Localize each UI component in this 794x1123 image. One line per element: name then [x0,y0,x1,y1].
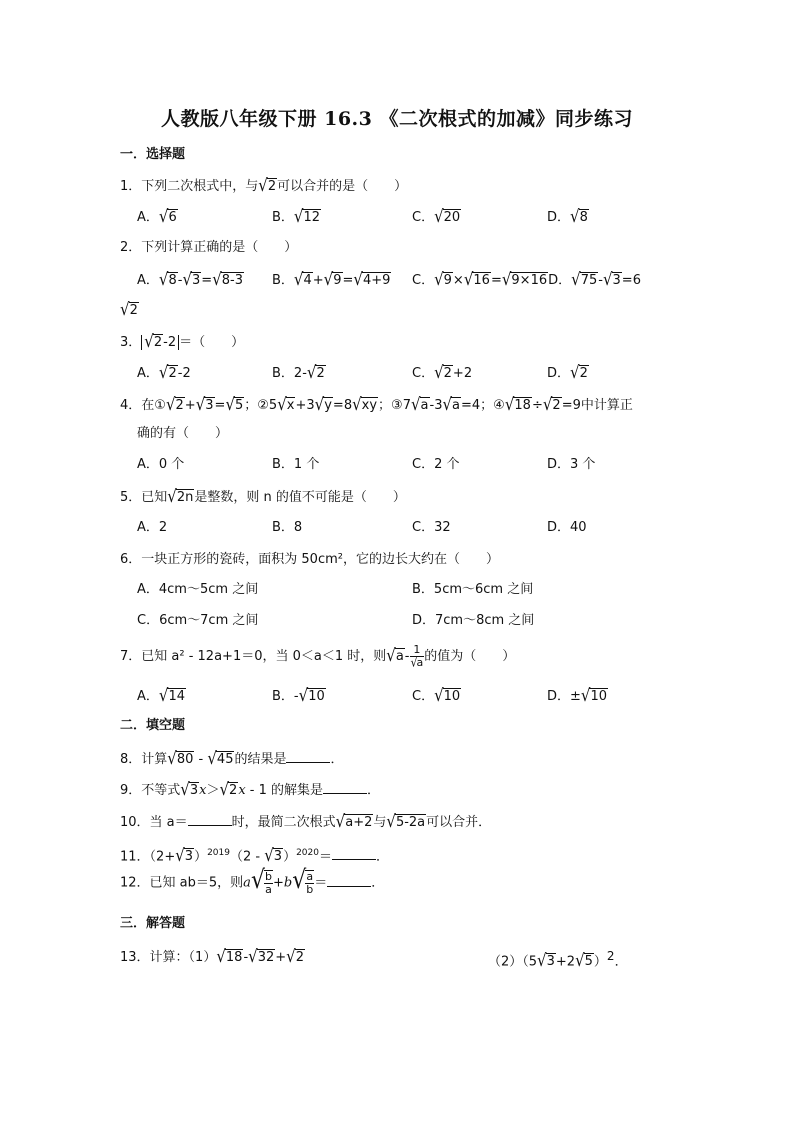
q2-option-c[interactable]: C．√9×√16=√9×16D．√75-√3=6 [412,268,641,290]
section-solve: 三．解答题 [120,916,186,931]
q9-answer-blank[interactable] [323,781,367,794]
q6-option-a[interactable]: A．4cm～5cm 之间 [137,582,259,597]
question-4-line2: 确的有（ ） [137,426,229,441]
question-12: 12．已知 ab＝5，则a√ $\frac{b}{a}$ +b√ $\frac{a}{b}$ ＝ ． [120,865,385,896]
question-2: 2．下列计算正确的是（ ） [120,240,298,255]
q3-option-d[interactable]: D．√2 [547,361,588,383]
question-11: 11．$(2+√3)^{2019}(2 - √3)^{2020}=$ ． [120,844,390,866]
question-5: 5．已知√2n是整数，则 n 的值不可能是（ ） [120,485,406,507]
question-4: 4．在①√2+√3=√5；②5√x+3√y=8√xy；③7√a-3√a=4；④√18÷√2=9中计算正 [120,393,633,415]
q8-answer-blank[interactable] [286,750,330,763]
question-3: 3． √2-2 ＝（ ） [120,330,245,352]
q5-option-b[interactable]: B．8 [272,520,303,535]
question-6: 6．一块正方形的瓷砖，面积为 50cm²，它的边长大约在（ ） [120,552,499,567]
q5-option-c[interactable]: C．32 [412,520,451,535]
q11-answer-blank[interactable] [332,847,376,860]
q5-option-d[interactable]: D．40 [547,520,587,535]
q6-option-d[interactable]: D．7cm～8cm 之间 [412,613,535,628]
question-13-part-2: $(2)(5√3+2√5)^2$． [488,949,628,971]
q1-option-a[interactable]: A．√6 [137,205,177,227]
section-choice: 一．选择题 [120,147,186,162]
q2-option-a[interactable]: A．√8-√3=√8-3 [137,268,243,290]
q6-option-b[interactable]: B．5cm～6cm 之间 [412,582,534,597]
q4-option-b[interactable]: B．1 个 [272,457,320,472]
q6-option-c[interactable]: C．6cm～7cm 之间 [137,613,259,628]
q3-option-a[interactable]: A．√2-2 [137,361,191,383]
question-10: 10．当 a＝ 时，最简二次根式√a+2与√5-2a可以合并． [120,810,492,832]
question-9: 9．不等式√3x＞√2x - 1 的解集是 ． [120,778,381,800]
q10-answer-blank[interactable] [188,813,232,826]
q1-option-b[interactable]: B．√12 [272,205,321,227]
page-title: 人教版八年级下册 16.3 《二次根式的加减》同步练习 [160,108,633,130]
q7-option-c[interactable]: C．√10 [412,684,461,706]
q7-option-d[interactable]: D．±√10 [547,684,608,706]
q7-option-a[interactable]: A．√14 [137,684,186,706]
q7-option-b[interactable]: B．-√10 [272,684,325,706]
question-7: 7．已知 a² - 12a+1＝0，当 0＜a＜1 时，则√a- $\frac{1}{√a}$ 的值为（ ） [120,643,516,670]
q2-option-d-continued: √2 [120,298,138,320]
q1-option-c[interactable]: C．√20 [412,205,461,227]
q5-option-a[interactable]: A．2 [137,520,168,535]
q4-option-c[interactable]: C．2 个 [412,457,460,472]
question-13: 13．计算：（1）√18-√32+√2 [120,945,304,967]
q12-answer-blank[interactable] [327,874,371,887]
q4-option-a[interactable]: A．0 个 [137,457,185,472]
q1-option-d[interactable]: D．√8 [547,205,588,227]
q3-option-b[interactable]: B．2-√2 [272,361,325,383]
question-8: 8．计算√80 - √45的结果是 ． [120,747,344,769]
q2-option-b[interactable]: B．√4+√9=√4+9 [272,268,391,290]
section-fill: 二．填空题 [120,718,186,733]
q3-option-c[interactable]: C．√2+2 [412,361,473,383]
question-1: 1．下列二次根式中，与√2可以合并的是（ ） [120,174,408,196]
q4-option-d[interactable]: D．3 个 [547,457,596,472]
